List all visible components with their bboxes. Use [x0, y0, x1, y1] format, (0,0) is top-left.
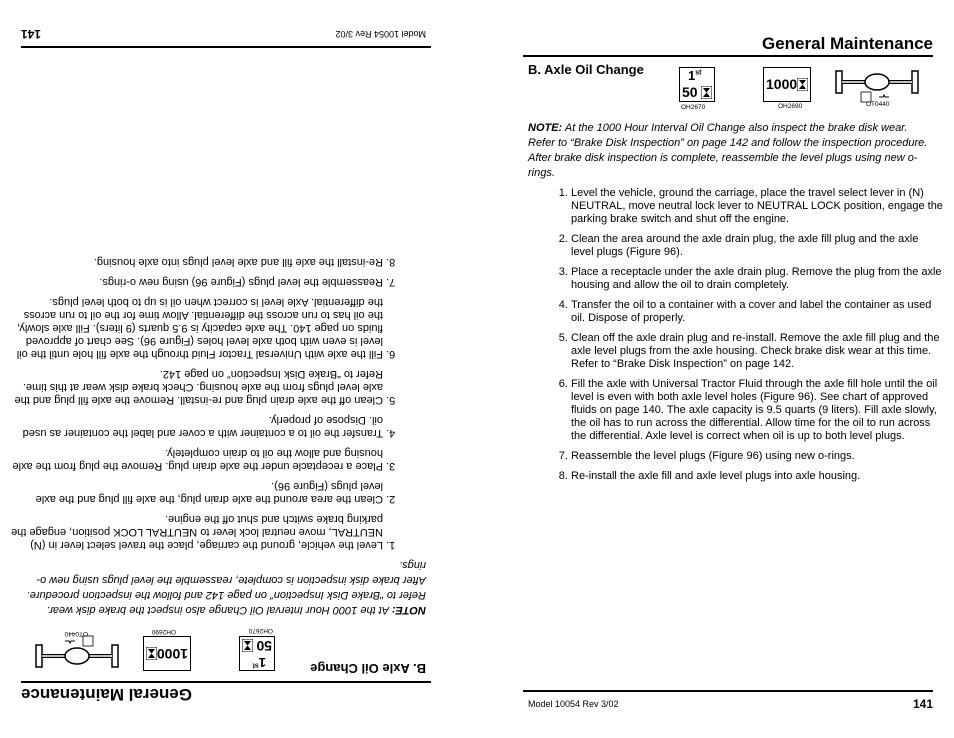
axle-icon — [35, 632, 119, 668]
footer-rule — [21, 46, 431, 48]
list-item: 7. Reassemble the level plugs (Figure 96) using new o-rings. — [11, 275, 383, 288]
page-number: 141 — [912, 697, 933, 711]
list-item: 4. Transfer the oil to a container with a cover and label the container as used oil. Dispose of properly. — [11, 413, 383, 439]
interval-value: 1000 — [156, 646, 188, 662]
list-item: 8. Re-install the axle fill and axle level plugs into axle housing. — [11, 255, 383, 268]
caption-ot0440: OT0440 — [64, 630, 88, 637]
caption-oh2670: OH2670 — [248, 627, 273, 634]
caption-oh2690: OH2690 — [778, 103, 803, 110]
list-item: 4. Transfer the oil to a container with a cover and label the container as used oil. Dispose of properly. — [571, 299, 943, 325]
hourglass-icon — [146, 647, 157, 660]
list-item: 1. Level the vehicle, ground the carriage, place the travel select lever in (N) NEUTRAL, move neutral lock lever to NEUTRAL LOCK position, engage the parking brake switch and shut off the engine. — [11, 512, 383, 551]
page-content — [523, 0, 943, 738]
interval-icon — [143, 636, 191, 671]
steps-list — [11, 248, 401, 551]
first-service-icon — [679, 67, 715, 102]
first-label: 1st — [252, 655, 266, 670]
interval-value: 1000 — [766, 76, 798, 92]
note-label: NOTE: — [391, 604, 426, 616]
note-paragraph — [26, 557, 426, 617]
header-rule — [21, 681, 431, 683]
list-item: 5. Clean off the axle drain plug and re-install. Remove the axle fill plug and the axle level plugs from the axle housing. Check brake disk wear at this time. Refer to “Brake Disk Inspection” on page 142. — [571, 332, 943, 371]
list-item: 1. Level the vehicle, ground the carriage, place the travel select lever in (N) NEUTRAL, move neutral lock lever to NEUTRAL LOCK position, engage the parking brake switch and shut off the engine. — [571, 187, 943, 226]
caption-oh2670: OH2670 — [681, 104, 706, 111]
list-item: 3. Place a receptacle under the axle drain plug. Remove the plug from the axle housing and allow the oil to drain completely. — [571, 266, 943, 292]
page-number: 141 — [21, 27, 42, 41]
list-item: 6. Fill the axle with Universal Tractor Fluid through the axle fill hole until the oil level is even with both axle level holes (Figure 96). See chart of approved fluids on page 140. The axle capacity is 9.5 quarts (9 liters). Fill axle slowly, the oil has to run across the differential. Allow time for the oil to run across the differential. Axle level is correct when oil is up to both level plugs. — [11, 295, 383, 360]
list-item: 7. Reassemble the level plugs (Figure 96) using new o-rings. — [571, 450, 943, 463]
section-title: B. Axle Oil Change — [310, 661, 426, 676]
first-value: 50 — [256, 638, 272, 654]
caption-ot0440: OT0440 — [866, 101, 890, 108]
page — [477, 0, 954, 738]
hourglass-icon — [797, 78, 808, 91]
footer-rule — [523, 690, 933, 692]
note-paragraph — [528, 121, 928, 181]
page-content-mirrored — [11, 0, 431, 738]
note-label: NOTE: — [528, 122, 563, 134]
first-service-icon — [239, 636, 275, 671]
list-item: 3. Place a receptacle under the axle drain plug. Remove the plug from the axle housing and allow the oil to drain completely. — [11, 446, 383, 472]
page-title: General Maintenance — [761, 34, 933, 53]
interval-icon — [763, 67, 811, 102]
footer-model: Model 10054 Rev 3/02 — [528, 699, 619, 709]
steps-list — [553, 187, 943, 490]
list-item: 2. Clean the area around the axle drain plug, the axle fill plug and the axle level plugs (Figure 96). — [11, 479, 383, 505]
header-rule — [523, 55, 933, 57]
list-item: 2. Clean the area around the axle drain plug, the axle fill plug and the axle level plugs (Figure 96). — [571, 233, 943, 259]
hourglass-icon — [701, 86, 712, 99]
note-text: At the 1000 Hour Interval Oil Change also inspect the brake disk wear. Refer to “Brake Disk Inspection” on page 142 and follow the inspection procedure. After brake disk inspection is complete, reassemble the level plugs using new o-rings. — [528, 122, 928, 179]
first-value: 50 — [682, 84, 698, 100]
caption-oh2690: OH2690 — [151, 628, 176, 635]
list-item: 8. Re-install the axle fill and axle level plugs into axle housing. — [571, 470, 943, 483]
note-text: At the 1000 Hour Interval Oil Change also inspect the brake disk wear. Refer to “Brake Disk Inspection” on page 142 and follow the inspection procedure. After brake disk inspection is complete, reassemble the level plugs using new o-rings. — [26, 559, 426, 616]
list-item: 5. Clean off the axle drain plug and re-install. Remove the axle fill plug and the axle level plugs from the axle housing. Check brake disk wear at this time. Refer to “Brake Disk Inspection” on page 142. — [11, 367, 383, 406]
footer-model: Model 10054 Rev 3/02 — [335, 29, 426, 39]
page-title: General Maintenance — [21, 685, 193, 704]
first-label: 1st — [688, 68, 702, 83]
hourglass-icon — [242, 639, 253, 652]
list-item: 6. Fill the axle with Universal Tractor Fluid through the axle fill hole until the oil level is even with both axle level holes (Figure 96). See chart of approved fluids on page 140. The axle capacity is 9.5 quarts (9 liters). Fill axle slowly, the oil has to run across the differential. Allow time for the oil to run across the differential. Axle level is correct when oil is up to both level plugs. — [571, 378, 943, 443]
section-title: B. Axle Oil Change — [528, 62, 644, 77]
